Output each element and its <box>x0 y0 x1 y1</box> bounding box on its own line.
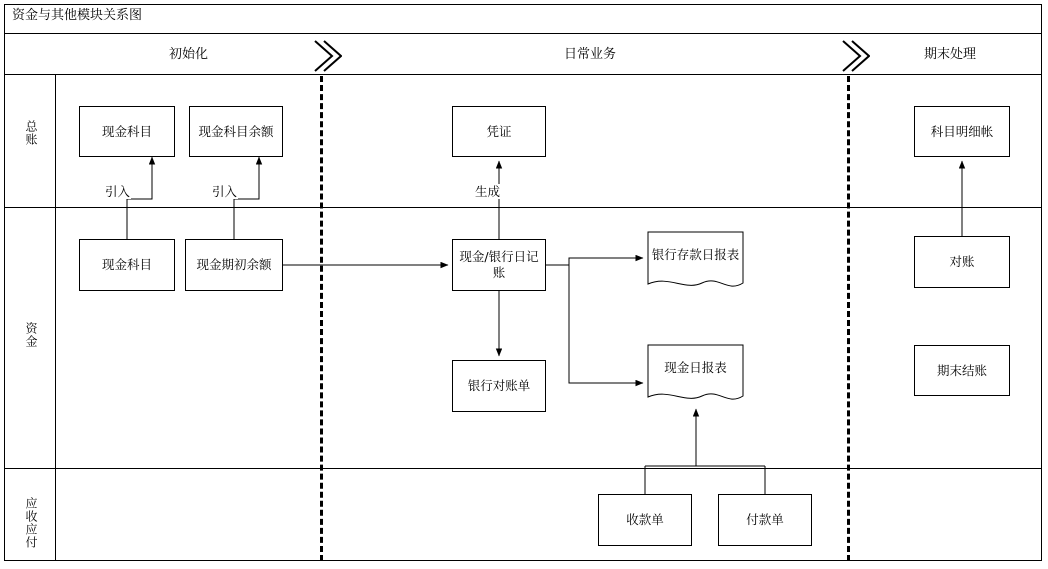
phase-divider-1 <box>320 76 323 561</box>
node-cash-daily-report[interactable] <box>647 344 744 406</box>
title-separator <box>4 33 1042 34</box>
node-cash-subject-fund[interactable]: 现金科目 <box>79 239 175 291</box>
phase-divider-2 <box>847 76 850 561</box>
edge-label-generate: 生成 <box>475 184 501 199</box>
node-voucher[interactable]: 凭证 <box>452 106 546 157</box>
node-receipt[interactable]: 收款单 <box>598 494 692 546</box>
node-label: 现金日报表 <box>664 360 727 376</box>
node-bank-reconciliation-statement[interactable]: 银行对账单 <box>452 360 546 412</box>
lane-label-general-ledger: 总账 <box>24 120 38 146</box>
phase-label-init: 初始化 <box>168 47 208 62</box>
phase-separator <box>4 74 1042 75</box>
node-bank-deposit-daily-report[interactable] <box>647 231 744 293</box>
node-label: 银行存款日报表 <box>651 247 740 263</box>
node-subject-detail-ledger[interactable]: 科目明细帐 <box>914 106 1010 157</box>
chevron-right-icon-2 <box>840 40 870 72</box>
node-period-end-closing[interactable]: 期末结账 <box>914 345 1010 396</box>
row-separator-1 <box>4 207 1042 208</box>
phase-label-daily: 日常业务 <box>563 47 616 62</box>
node-cash-subject-balance[interactable]: 现金科目余额 <box>189 106 283 157</box>
node-cash-opening-balance[interactable]: 现金期初余额 <box>185 239 283 291</box>
phase-label-periodend: 期末处理 <box>923 47 976 62</box>
lane-label-fund: 资金 <box>24 322 38 348</box>
row-separator-2 <box>4 468 1042 469</box>
lane-label-ar-ap: 应收应付 <box>24 497 38 549</box>
lane-label-divider <box>55 74 56 561</box>
node-cash-subject-gl[interactable]: 现金科目 <box>79 106 175 157</box>
node-cash-bank-journal[interactable]: 现金/银行日记账 <box>452 239 546 291</box>
node-reconcile[interactable]: 对账 <box>914 236 1010 288</box>
page-title: 资金与其他模块关系图 <box>12 8 143 23</box>
node-payment[interactable]: 付款单 <box>718 494 812 546</box>
chevron-right-icon-1 <box>312 40 342 72</box>
edge-label-import-left: 引入 <box>105 184 131 199</box>
edge-label-import-right: 引入 <box>212 184 238 199</box>
